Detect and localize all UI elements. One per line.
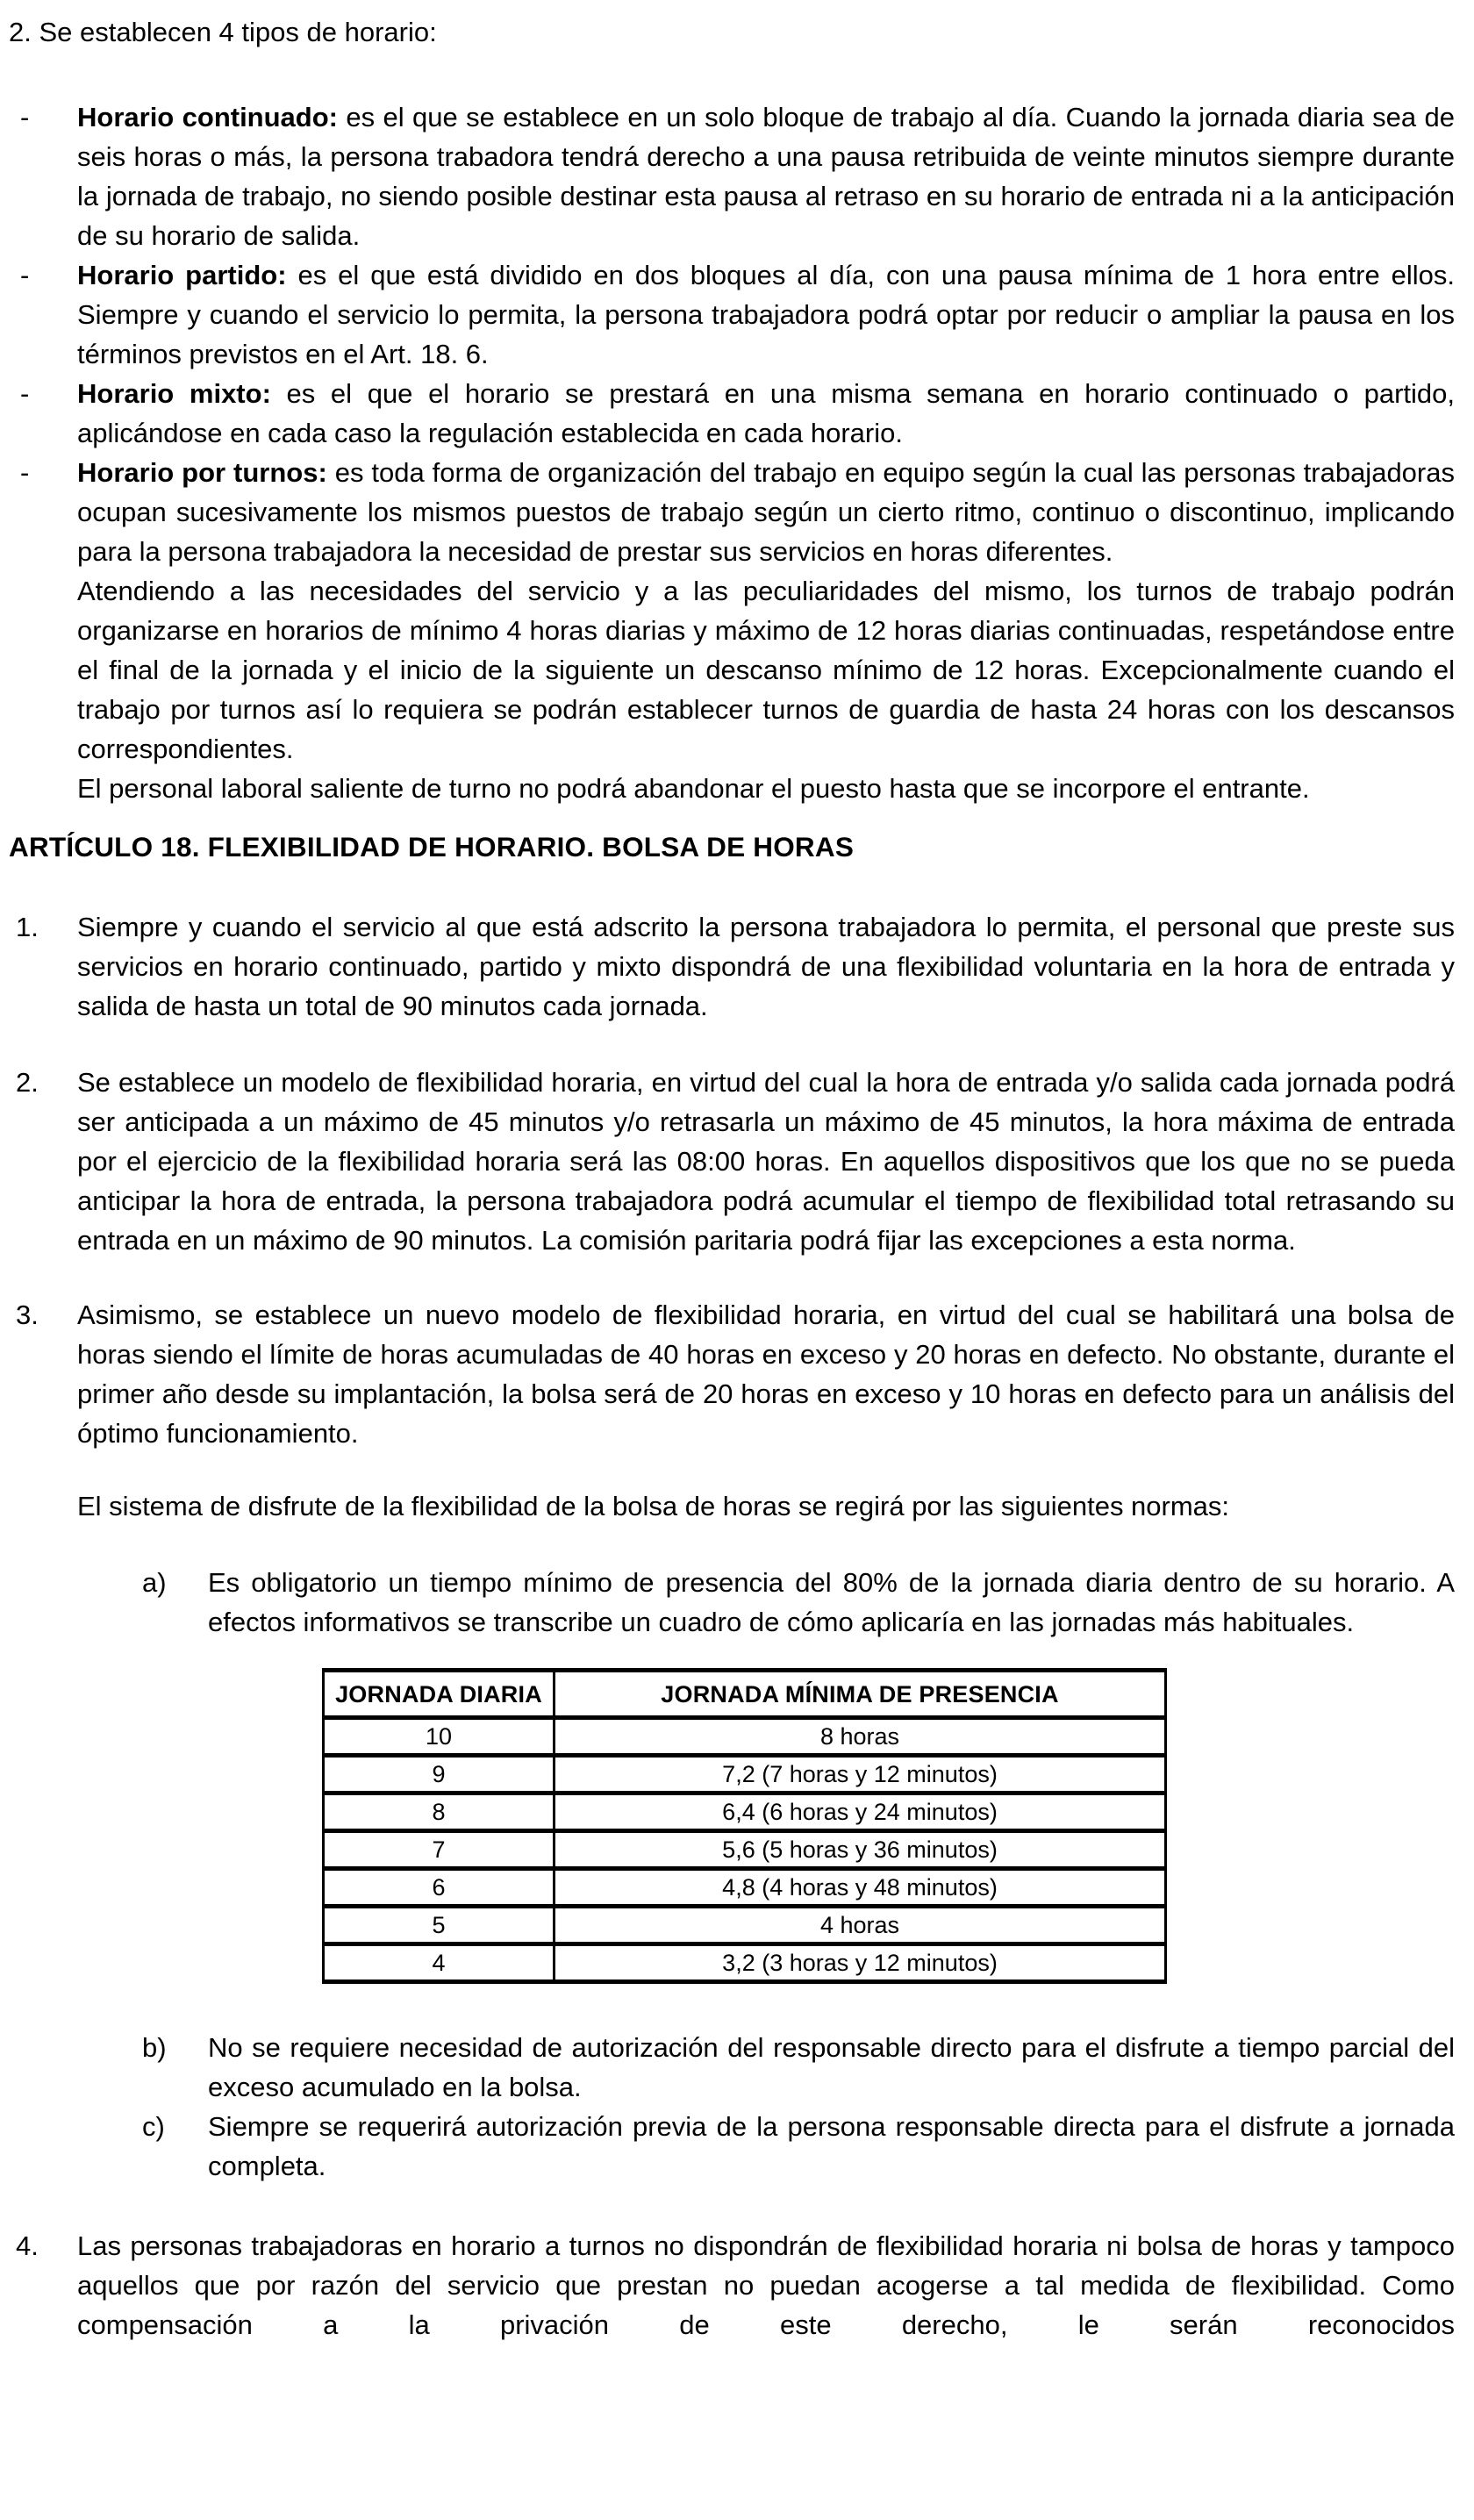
cell-presencia: 3,2 (3 horas y 12 minutos) <box>555 1944 1166 1982</box>
item-number: 1. <box>16 912 39 942</box>
article-18-heading: ARTÍCULO 18. FLEXIBILIDAD DE HORARIO. BOLSA DE HORAS <box>9 831 855 863</box>
item-paragraph: Siempre se requerirá autorización previa de la persona responsable directa para el disfrute a jornada completa. <box>208 2111 1455 2181</box>
bullet-label: Horario partido: <box>77 260 287 290</box>
intro-paragraph: 2. Se establecen 4 tipos de horario: <box>9 17 437 47</box>
bullet-paragraph <box>77 374 1455 453</box>
table-row <box>324 1756 1166 1793</box>
cell-presencia: 4 horas <box>555 1907 1166 1944</box>
item-paragraph: Las personas trabajadoras en horario a turnos no dispondrán de flexibilidad horaria ni bolsa de horas y tampoco aquellos que por razón del servicio que prestan no puedan acogerse a tal medida de flexibilidad. Como compensación a la privación de este derecho, le serán reconocidos <box>77 2230 1455 2340</box>
cell-presencia: 6,4 (6 horas y 24 minutos) <box>555 1793 1166 1831</box>
bullet-marker: - <box>20 102 30 132</box>
item-paragraph: Asimismo, se establece un nuevo modelo de flexibilidad horaria, en virtud del cual se habilitará una bolsa de horas siendo el límite de horas acumuladas de 40 horas en exceso y 20 horas en defecto. No obstante, durante el primer año desde su implantación, la bolsa será de 20 horas en exceso y 10 horas en defecto para un análisis del óptimo funcionamiento. <box>77 1299 1455 1449</box>
bolsa-rules-intro-paragraph: El sistema de disfrute de la flexibilidad de la bolsa de horas se regirá por las siguientes normas: <box>77 1491 1230 1521</box>
cell-jornada: 6 <box>324 1869 555 1907</box>
cell-presencia: 4,8 (4 horas y 48 minutos) <box>555 1869 1166 1907</box>
bullet-label: Horario mixto: <box>77 378 271 409</box>
cell-jornada: 9 <box>324 1756 555 1793</box>
col-header-jornada-diaria: JORNADA DIARIA <box>324 1671 555 1718</box>
col-header-jornada-minima: JORNADA MÍNIMA DE PRESENCIA <box>555 1671 1166 1718</box>
bullet-label: Horario por turnos: <box>77 457 327 488</box>
cell-jornada: 10 <box>324 1718 555 1756</box>
bullet-text: es el que el horario se prestará en una misma semana en horario continuado o partido, aplicándose en cada caso la regulación establecida en cada horario. <box>77 378 1455 448</box>
table-row <box>324 1944 1166 1982</box>
bullet-marker: - <box>20 260 30 290</box>
numbered-item-2 <box>9 1063 1455 1260</box>
item-number: 4. <box>16 2230 39 2261</box>
bullet-marker: - <box>20 457 30 488</box>
lettered-item-b <box>9 2028 1455 2107</box>
bullet-paragraph <box>77 97 1455 255</box>
item-paragraph: No se requiere necesidad de autorización del responsable directo para el disfrute a tiempo parcial del exceso acumulado en la bolsa. <box>208 2032 1455 2102</box>
item-letter: b) <box>142 2032 167 2063</box>
cell-jornada: 5 <box>324 1907 555 1944</box>
table-row <box>324 1907 1166 1944</box>
lettered-item-c <box>9 2107 1455 2186</box>
cell-presencia: 5,6 (5 horas y 36 minutos) <box>555 1831 1166 1869</box>
item-paragraph: Siempre y cuando el servicio al que está adscrito la persona trabajadora lo permita, el personal que preste sus servicios en horario continuado, partido y mixto dispondrá de una flexibilidad voluntaria en la hora de entrada y salida de hasta un total de 90 minutos cada jornada. <box>77 912 1455 1021</box>
bullet-marker: - <box>20 378 30 409</box>
item-paragraph: Se establece un modelo de flexibilidad horaria, en virtud del cual la hora de entrada y/o salida cada jornada podrá ser anticipada a un máximo de 45 minutos y/o retrasarla un máximo de 45 minutos, la hora máxima de entrada por el ejercicio de la flexibilidad horaria será las 08:00 horas. En aquellos dispositivos que los que no se pueda anticipar la hora de entrada, la persona trabajadora podrá acumular el tiempo de flexibilidad total retrasando su entrada en un máximo de 90 minutos. La comisión paritaria podrá fijar las excepciones a esta norma. <box>77 1067 1455 1256</box>
cell-jornada: 8 <box>324 1793 555 1831</box>
table-row <box>324 1793 1166 1831</box>
bullet-paragraph <box>77 255 1455 374</box>
table-header-row <box>324 1671 1166 1718</box>
presence-table <box>322 1668 1167 1984</box>
numbered-item-3 <box>9 1295 1455 1453</box>
bullet-item-horario-mixto <box>9 374 1455 453</box>
lettered-item-a <box>9 1563 1455 1642</box>
table-row <box>324 1718 1166 1756</box>
bullet-text: es toda forma de organización del trabajo en equipo según la cual las personas trabajadoras ocupan sucesivamente los mismos puestos de trabajo según un cierto ritmo, continuo o discontinuo, implicando para la persona trabajadora la necesidad de prestar sus servicios en horas diferentes. <box>77 457 1455 567</box>
item-letter: a) <box>142 1567 167 1598</box>
cell-jornada: 4 <box>324 1944 555 1982</box>
bullet-item-horario-continuado <box>9 97 1455 255</box>
cell-presencia: 7,2 (7 horas y 12 minutos) <box>555 1756 1166 1793</box>
numbered-item-4 <box>9 2226 1455 2345</box>
bullet-continuation-paragraph: El personal laboral saliente de turno no podrá abandonar el puesto hasta que se incorpore el entrante. <box>77 773 1310 804</box>
cell-presencia: 8 horas <box>555 1718 1166 1756</box>
bullet-paragraph <box>77 453 1455 571</box>
bullet-text: es el que se establece en un solo bloque de trabajo al día. Cuando la jornada diaria sea de seis horas o más, la persona trabadora tendrá derecho a una pausa retribuida de veinte minutos siempre durante la jornada de trabajo, no siendo posible destinar esta pausa al retraso en su horario de entrada ni a la anticipación de su horario de salida. <box>77 102 1455 251</box>
table-row <box>324 1831 1166 1869</box>
bullet-item-horario-partido <box>9 255 1455 374</box>
cell-jornada: 7 <box>324 1831 555 1869</box>
item-number: 3. <box>16 1299 39 1330</box>
item-paragraph: Es obligatorio un tiempo mínimo de presencia del 80% de la jornada diaria dentro de su horario. A efectos informativos se transcribe un cuadro de cómo aplicaría en las jornadas más habituales. <box>208 1567 1455 1637</box>
bullet-item-horario-por-turnos <box>9 453 1455 808</box>
bullet-text: es el que está dividido en dos bloques al día, con una pausa mínima de 1 hora entre ellos. Siempre y cuando el servicio lo permita, la persona trabajadora podrá optar por reducir o ampliar la pausa en los términos previstos en el Art. 18. 6. <box>77 260 1455 369</box>
bullet-label: Horario continuado: <box>77 102 338 132</box>
table-row <box>324 1869 1166 1907</box>
numbered-item-1 <box>9 907 1455 1026</box>
item-number: 2. <box>16 1067 39 1098</box>
schedule-type-list <box>9 97 1455 808</box>
bullet-continuation-paragraph: Atendiendo a las necesidades del servicio y a las peculiaridades del mismo, los turnos de trabajo podrán organizarse en horarios de mínimo 4 horas diarias y máximo de 12 horas diarias continuadas, respetándose entre el final de la jornada y el inicio de la siguiente un descanso mínimo de 12 horas. Excepcionalmente cuando el trabajo por turnos así lo requiera se podrán establecer turnos de guardia de hasta 24 horas con los descansos correspondientes. <box>77 576 1455 764</box>
item-letter: c) <box>142 2111 165 2142</box>
